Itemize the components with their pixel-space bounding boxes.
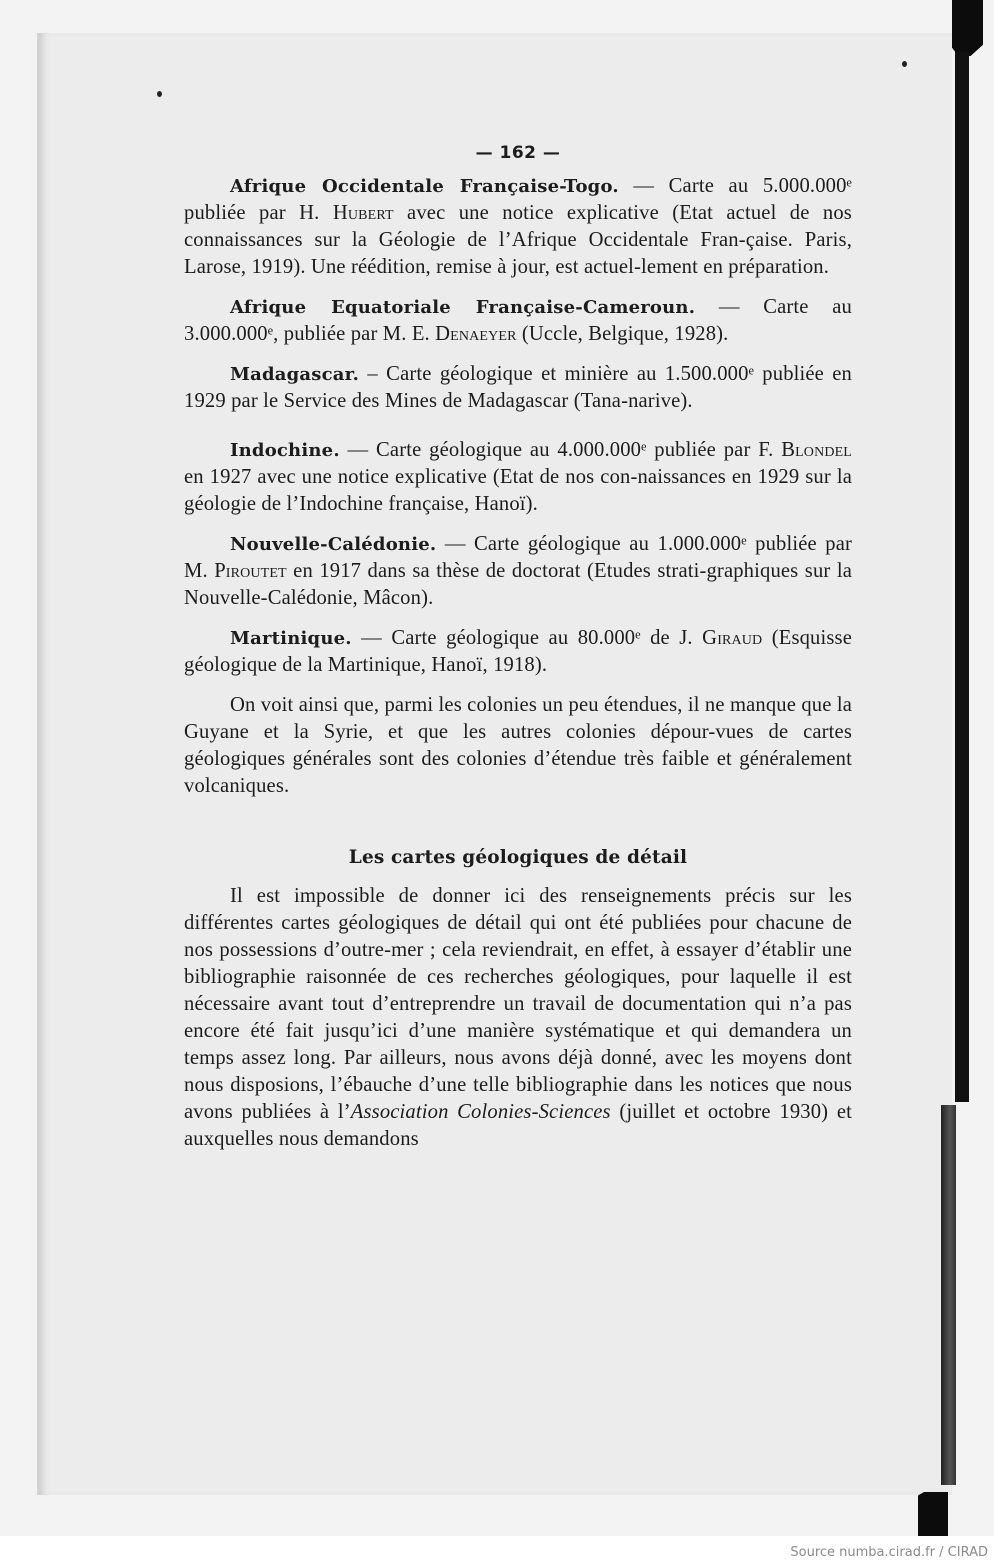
author-name: Giraud bbox=[702, 627, 763, 649]
author-name: Hubert bbox=[332, 202, 394, 224]
entry-title: Afrique Occidentale Française-Togo. bbox=[230, 176, 619, 197]
section-heading: Les cartes géologiques de détail bbox=[348, 847, 688, 868]
source-credit: Source numba.cirad.fr / CIRAD bbox=[790, 1545, 988, 1560]
binding-strip-foot bbox=[918, 1492, 948, 1536]
summary-paragraph: On voit ainsi que, parmi les colonies un peu étendues, il ne manque que la Guyane et la Syrie, et que les autres colonies dépour-vues de cartes géologiques générales sont des colonies d’étendue très faible et généralement volcaniques. bbox=[184, 694, 852, 797]
entry-title: Nouvelle-Calédonie. bbox=[230, 534, 437, 555]
entry-madagascar: Madagascar. – Carte géologique et minière au 1.500.000ᵉ publiée en 1929 par le Service des Mines de Madagascar (Tana-narive). bbox=[184, 363, 852, 412]
ink-speck bbox=[902, 61, 907, 67]
entry-nouvelle-caledonie: Nouvelle-Calédonie. — Carte géologique au 1.000.000ᵉ publiée par M. Piroutet en 1917 dans sa thèse de doctorat (Etudes strati-graphiques sur la Nouvelle-Calédonie, Mâcon). bbox=[184, 533, 852, 609]
author-name: Piroutet bbox=[214, 560, 287, 582]
entry-title: Madagascar. bbox=[230, 364, 360, 385]
ink-speck bbox=[157, 91, 162, 97]
entry-title: Afrique Equatoriale Française-Cameroun. bbox=[230, 297, 696, 318]
entry-title: Indochine. bbox=[230, 440, 340, 461]
entry-martinique: Martinique. — Carte géologique au 80.000ᵉ de J. Giraud (Esquisse géologique de la Martinique, Hanoï, 1918). bbox=[184, 627, 852, 676]
author-name: Blondel bbox=[781, 439, 852, 461]
entry-aef-cameroun: Afrique Equatoriale Française-Cameroun. — Carte au 3.000.000ᵉ, publiée par M. E. Denaeyer (Uccle, Belgique, 1928). bbox=[184, 296, 852, 345]
page-number: — 162 — bbox=[475, 143, 561, 163]
entry-aof-togo: Afrique Occidentale Française-Togo. — Carte au 5.000.000ᵉ publiée par H. Hubert avec une notice explicative (Etat actuel de nos connaissances sur la Géologie de l’Afrique Occidentale Fran-çaise. Paris, Larose, 1919). Une réédition, remise à jour, est actuel-lement en préparation. bbox=[184, 175, 852, 278]
detail-paragraph: Il est impossible de donner ici des renseignements précis sur les différentes cartes géologiques de détail qui ont été publiées pour chacune de nos possessions d’outre-mer ; cela reviendrait, en effet, à essayer d’établir une bibliographie raisonnée de ces recherches géologiques, pour laquelle il est nécessaire avant tout d’entreprendre un travail de documentation qui n’a pas encore été fait jusqu’ici d’une manière systématique et qui demandera un temps assez long. Par ailleurs, nous avons déjà donné, avec les moyens dont nous disposions, l’ébauche d’une telle bibliographie dans les notices que nous avons publiées à l’Association Colonies-Sciences (juillet et octobre 1930) et auxquelles nous demandons bbox=[184, 885, 852, 1150]
page-text bbox=[184, 140, 852, 1165]
binding-strip bbox=[955, 52, 969, 1102]
entry-title: Martinique. bbox=[230, 628, 352, 649]
binding-strip-top bbox=[952, 0, 983, 56]
entry-indochine: Indochine. — Carte géologique au 4.000.000ᵉ publiée par F. Blondel en 1927 avec une notice explicative (Etat de nos con-naissances en 1929 sur la géologie de l’Indochine française, Hanoï). bbox=[184, 439, 852, 515]
author-name: Denaeyer bbox=[435, 323, 517, 345]
journal-title: Association Colonies-Sciences bbox=[350, 1101, 611, 1123]
binding-strip-lower bbox=[941, 1105, 956, 1485]
